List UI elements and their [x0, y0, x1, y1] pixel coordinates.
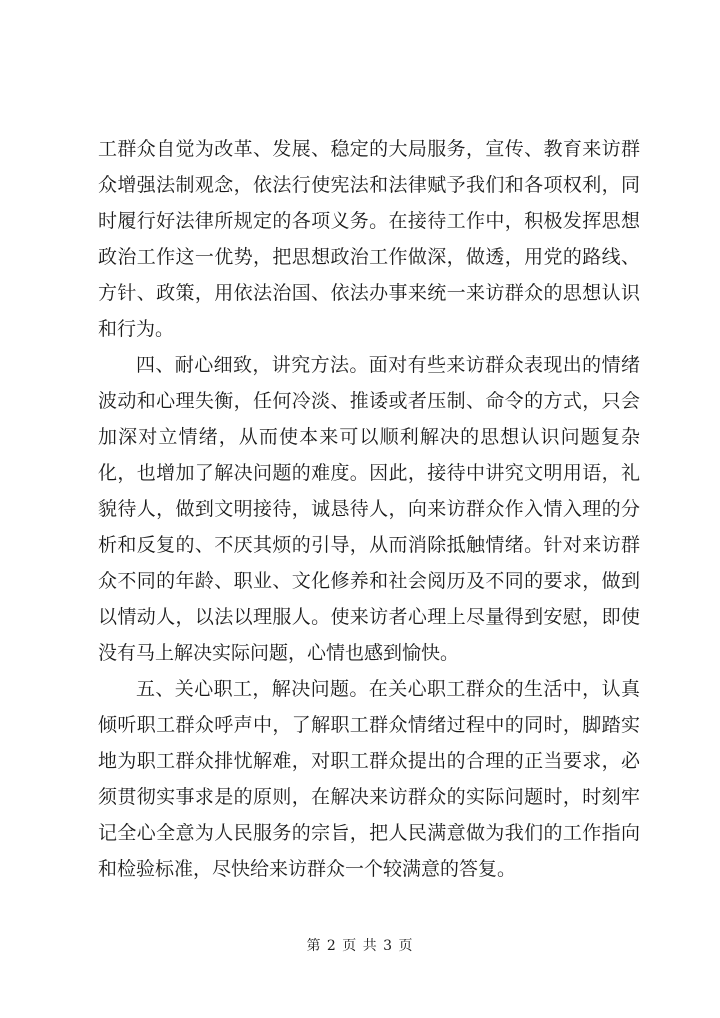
page-number: 第 2 页 共 3 页: [306, 938, 414, 954]
paragraph-section-five: 五、关心职工，解决问题。在关心职工群众的生活中，认真倾听职工群众呼声中，了解职工群众情绪过程中的同时，脚踏实地为职工群众排忧解难，对职工群众提出的合理的正当要求，必须贯彻实事求是的原则，在解决来访群众的实际问题时，时刻牢记全心全意为人民服务的宗旨，把人民满意做为我们的工作指向和检验标准，尽快给来访群众一个较满意的答复。: [98, 678, 640, 880]
paragraph-continuation: 工群众自觉为改革、发展、稳定的大局服务，宣传、教育来访群众增强法制观念，依法行使宪法和法律赋予我们和各项权利，同时履行好法律所规定的各项义务。在接待工作中，积极发挥思想政治工作这一优势，把思想政治工作做深，做透，用党的路线、方针、政策，用依法治国、依法办事来统一来访群众的思想认识和行为。: [98, 138, 640, 340]
document-body: [98, 131, 640, 887]
paragraph-section-four: 四、耐心细致，讲究方法。面对有些来访群众表现出的情绪波动和心理失衡，任何冷淡、推诿或者压制、命令的方式，只会加深对立情绪，从而使本来可以顺利解决的思想认识问题复杂化，也增加了解决问题的难度。因此，接待中讲究文明用语，礼貌待人，做到文明接待，诚恳待人，向来访群众作入情入理的分析和反复的、不厌其烦的引导，从而消除抵触情绪。针对来访群众不同的年龄、职业、文化修养和社会阅历及不同的要求，做到以情动人，以法以理服人。使来访者心理上尽量得到安慰，即使没有马上解决实际问题，心情也感到愉快。: [98, 354, 640, 664]
